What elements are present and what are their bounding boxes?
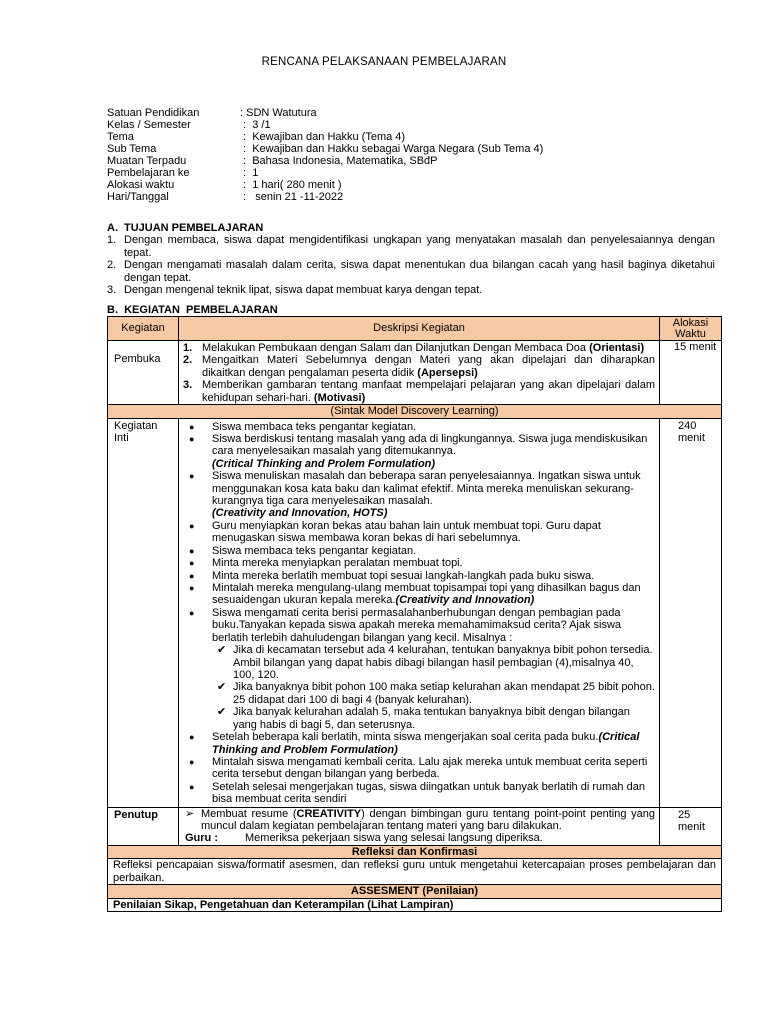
identity-row bbox=[107, 155, 543, 167]
item-text: Dengan mengamati masalah dalam cerita, siswa dapat menentukan dua bilangan cacah yang hasil baginya diketahui dengan tepat. bbox=[124, 259, 715, 284]
list-item bbox=[189, 470, 655, 520]
identity-row bbox=[107, 191, 543, 203]
item-text: Siswa membaca teks pengantar kegiatan. bbox=[212, 544, 417, 557]
guru-text: Memeriksa pekerjaan siswa yang selesai langsung diperiksa. bbox=[245, 832, 543, 845]
identity-value: : 3 /1 bbox=[240, 119, 271, 131]
objective-list bbox=[107, 234, 715, 296]
identity-value: : senin 21 -11-2022 bbox=[240, 191, 344, 203]
guru-item bbox=[185, 832, 655, 844]
table-row-penutup bbox=[108, 807, 722, 845]
row-description bbox=[179, 341, 660, 405]
identity-label: Satuan Pendidikan bbox=[107, 107, 200, 119]
column-header-kegiatan: Kegiatan bbox=[108, 317, 179, 341]
item-text: Dengan membaca, siswa dapat mengidentifikasi ungkapan yang menyatakan masalah dan penyelesaiannya dengan tepat. bbox=[124, 234, 715, 259]
list-item bbox=[189, 756, 655, 781]
item-tag: CREATIVITY bbox=[296, 807, 362, 820]
row-time: 25 menit bbox=[660, 807, 722, 845]
bullet-icon: ● bbox=[189, 732, 195, 743]
list-item bbox=[107, 234, 715, 259]
bullet-icon: ● bbox=[189, 781, 195, 792]
list-item bbox=[189, 582, 655, 607]
identity-value: : Kewajiban dan Hakku sebagai Warga Negara (Sub Tema 4) bbox=[240, 143, 544, 155]
identity-block bbox=[107, 107, 543, 203]
item-body: Mintalah mereka mengulang-ulang membuat topisampai topi yang dihasilkan bagus dan sesuaidengan ukuran kepala mereka. bbox=[212, 582, 641, 607]
item-tag: (Creativity and Innovation) bbox=[395, 594, 535, 607]
sintak-label: (Sintak Model Discovery Learning) bbox=[108, 405, 722, 418]
row-description bbox=[179, 418, 660, 807]
table-row-inti bbox=[108, 418, 722, 807]
item-body: Setelah beberapa kali berlatih, minta siswa mengerjakan soal cerita pada buku. bbox=[212, 731, 599, 744]
identity-value: : 1 bbox=[240, 167, 259, 179]
item-text bbox=[201, 808, 655, 833]
identity-label: Pembelajaran ke bbox=[107, 167, 190, 179]
column-header-alokasi: Alokasi Waktu bbox=[660, 317, 722, 341]
item-text bbox=[202, 379, 655, 404]
item-body: Melakukan Pembukaan dengan Salam dan Dilanjutkan Dengan Membaca Doa bbox=[202, 342, 587, 354]
bullet-icon: ● bbox=[189, 570, 195, 581]
bullet-icon: ● bbox=[189, 421, 195, 432]
section-letter: A. bbox=[107, 222, 118, 234]
refleksi-heading: Refleksi dan Konfirmasi bbox=[108, 845, 722, 858]
list-item bbox=[189, 607, 655, 731]
item-body: Mengaitkan Materi Sebelumnya dengan Materi yang akan dipelajari dan diharapkan dikaitkan dengan pengalaman peserta didik bbox=[202, 354, 655, 379]
arrow-right-icon: ➢ bbox=[185, 807, 195, 820]
assesment-text: Penilaian Sikap, Pengetahuan dan Keterampilan (Lihat Lampiran) bbox=[108, 898, 722, 911]
item-tag: (Critical Thinking and Prolem Formulation) bbox=[212, 457, 436, 470]
item-post: ) dengan bimbingan guru tentang point-point penting yang muncul dalam kegiatan pembelajaran tentang materi yang baru dilakukan. bbox=[201, 807, 655, 833]
item-number: 2. bbox=[107, 259, 117, 272]
item-text bbox=[202, 342, 655, 354]
identity-label: Sub Tema bbox=[107, 143, 157, 155]
row-time: 15 menit bbox=[660, 341, 722, 405]
identity-label: Kelas / Semester bbox=[107, 119, 191, 131]
bullet-icon: ● bbox=[189, 433, 195, 444]
assesment-heading: ASSESMENT (Penilaian) bbox=[108, 885, 722, 898]
item-tag: (Apersepsi) bbox=[417, 366, 478, 379]
item-number: 3. bbox=[183, 379, 193, 392]
row-description bbox=[179, 807, 660, 845]
identity-label: Hari/Tanggal bbox=[107, 191, 169, 203]
refleksi-heading-row bbox=[108, 845, 722, 858]
column-header-deskripsi: Deskripsi Kegiatan bbox=[179, 317, 660, 341]
bullet-icon: ● bbox=[189, 471, 195, 482]
example-text: Jika banyaknya bibit pohon 100 maka setiap kelurahan akan mendapat 25 bibit pohon. 25 didapat dari 100 di bagi 4 (banyak kelurahan). bbox=[233, 681, 655, 706]
item-text: Minta mereka berlatih membuat topi sesuai langkah-langkah pada buku siswa. bbox=[212, 569, 595, 582]
item-tag: (Critical Thinking and Problem Formulation) bbox=[212, 731, 640, 756]
identity-row bbox=[107, 179, 543, 191]
assesment-row bbox=[108, 898, 722, 911]
list-item bbox=[189, 421, 655, 433]
bullet-icon: ● bbox=[189, 545, 195, 556]
bullet-icon: ● bbox=[189, 607, 195, 618]
list-item bbox=[189, 781, 655, 806]
page-title: RENCANA PELAKSANAAN PEMBELAJARAN bbox=[261, 56, 507, 68]
bullet-icon: ● bbox=[189, 558, 195, 569]
item-text bbox=[212, 470, 655, 520]
item-text bbox=[212, 433, 655, 470]
identity-row bbox=[107, 107, 543, 119]
item-text: Mintalah siswa mengamati kembali cerita. Lalu ajak mereka untuk membuat cerita seperti cerita tersebut dengan bilangan yang berbeda. bbox=[212, 755, 648, 781]
list-item bbox=[189, 731, 655, 756]
list-item bbox=[183, 379, 655, 404]
pembuka-list bbox=[179, 341, 659, 404]
example-list bbox=[212, 644, 655, 731]
list-item bbox=[107, 284, 715, 296]
item-text bbox=[212, 582, 655, 607]
list-item bbox=[212, 706, 655, 731]
list-item bbox=[189, 545, 655, 557]
inti-list bbox=[179, 419, 659, 807]
list-item bbox=[189, 570, 655, 582]
penutup-item bbox=[185, 808, 655, 833]
item-number: 1. bbox=[183, 342, 193, 354]
list-item bbox=[189, 520, 655, 545]
checkmark-icon: ✔ bbox=[217, 644, 227, 657]
item-number: 3. bbox=[107, 284, 117, 297]
item-tag: (Creativity and Innovation, HOTS) bbox=[212, 507, 388, 520]
row-label: Kegiatan Inti bbox=[108, 418, 179, 807]
row-label: Pembuka bbox=[108, 341, 179, 405]
list-item bbox=[212, 644, 655, 681]
item-pre: Membuat resume ( bbox=[201, 807, 297, 820]
bullet-icon: ● bbox=[189, 756, 195, 767]
item-body: Siswa berdiskusi tentang masalah yang ada di lingkungannya. Siswa juga mendiskusikan cara menyelesaikan masalah yang ditemukannya. bbox=[212, 432, 648, 458]
refleksi-row bbox=[108, 859, 722, 885]
item-text bbox=[212, 731, 655, 756]
item-text bbox=[202, 354, 655, 379]
item-text: Siswa membaca teks pengantar kegiatan. bbox=[212, 420, 417, 433]
identity-value: : SDN Watutura bbox=[240, 107, 317, 119]
list-item bbox=[107, 259, 715, 284]
section-kegiatan-heading: B. KEGIATAN PEMBELAJARAN bbox=[107, 304, 278, 316]
assesment-heading-row bbox=[108, 885, 722, 898]
item-number: 2. bbox=[183, 354, 193, 367]
list-item bbox=[189, 557, 655, 569]
list-item bbox=[189, 433, 655, 470]
identity-row bbox=[107, 143, 543, 155]
identity-value: : Bahasa Indonesia, Matematika, SBdP bbox=[240, 155, 438, 167]
item-text: Dengan mengenal teknik lipat, siswa dapat membuat karya dengan tepat. bbox=[124, 284, 483, 297]
list-item bbox=[183, 342, 655, 354]
table-row-pembuka bbox=[108, 341, 722, 405]
item-text: Guru menyiapkan koran bekas atau bahan lain untuk membuat topi. Guru dapat menugaskan siswa membawa koran bekas di hari sebelumnya. bbox=[212, 519, 601, 545]
identity-row bbox=[107, 119, 543, 131]
identity-label: Alokasi waktu bbox=[107, 179, 175, 191]
example-text: Jika di kecamatan tersebut ada 4 kelurahan, tentukan banyaknya bibit pohon tersedia. Ambil bilangan yang dapat habis dibagi bilangan hasil pembagian (4),misalnya 40, 100, 120. bbox=[233, 644, 653, 681]
item-number: 1. bbox=[107, 234, 117, 247]
bullet-icon: ● bbox=[189, 520, 195, 531]
item-text: Setelah selesai mengerjakan tugas, siswa diingatkan untuk banyak berlatih di rumah dan bisa membuat cerita sendiri bbox=[212, 780, 645, 806]
identity-value: : Kewajiban dan Hakku (Tema 4) bbox=[240, 131, 406, 143]
item-text bbox=[212, 607, 655, 731]
row-time: 240 menit bbox=[660, 418, 722, 807]
item-body: Siswa mengamati cerita berisi permasalahanberhubungan dengan pembagian pada buku.Tanyakan kepada siswa apakah mereka memahamimaksud cerita? Ajak siswa berlatih terlebih dahuludengan bilangan yang kecil. Misalnya : bbox=[212, 606, 622, 644]
checkmark-icon: ✔ bbox=[217, 681, 227, 694]
item-body: Memberikan gambaran tentang manfaat mempelajari pelajaran yang akan dipelajari dalam kehidupan sehari-hari. bbox=[202, 379, 655, 404]
item-tag: (Orientasi) bbox=[589, 342, 645, 354]
identity-label: Muatan Terpadu bbox=[107, 155, 187, 167]
sintak-row bbox=[108, 405, 722, 418]
activity-table bbox=[107, 316, 722, 912]
section-title: TUJUAN PEMBELAJARAN bbox=[124, 222, 264, 234]
example-text: Jika banyak kelurahan adalah 5, maka tentukan banyaknya bibit dengan bilangan yang habis di bagi 5, dan seterusnya. bbox=[233, 706, 630, 731]
row-label: Penutup bbox=[108, 807, 179, 845]
identity-label: Tema bbox=[107, 131, 134, 143]
guru-label: Guru : bbox=[185, 832, 218, 845]
refleksi-text: Refleksi pencapaian siswa/formatif asesmen, dan refleksi guru untuk mengetahui ketercapaian proses pembelajaran dan perbaikan. bbox=[108, 859, 722, 885]
identity-row bbox=[107, 167, 543, 179]
item-text: Minta mereka menyiapkan peralatan membuat topi. bbox=[212, 557, 463, 570]
list-item bbox=[212, 681, 655, 706]
table-header-row bbox=[108, 317, 722, 341]
item-tag: (Motivasi) bbox=[313, 391, 366, 404]
item-body: Siswa menuliskan masalah dan beberapa saran penyelesaiannya. Ingatkan siswa untuk menggunakan kosa kata baku dan kalimat efektif. Minta mereka menuliskan sekurang-kurangnya tiga cara menyelesaikan masalah. bbox=[212, 470, 641, 508]
list-item bbox=[183, 354, 655, 379]
bullet-icon: ● bbox=[189, 583, 195, 594]
checkmark-icon: ✔ bbox=[217, 706, 227, 719]
identity-row bbox=[107, 131, 543, 143]
identity-value: : 1 hari( 280 menit ) bbox=[240, 179, 342, 191]
section-heading bbox=[107, 222, 715, 234]
section-tujuan bbox=[107, 222, 715, 297]
